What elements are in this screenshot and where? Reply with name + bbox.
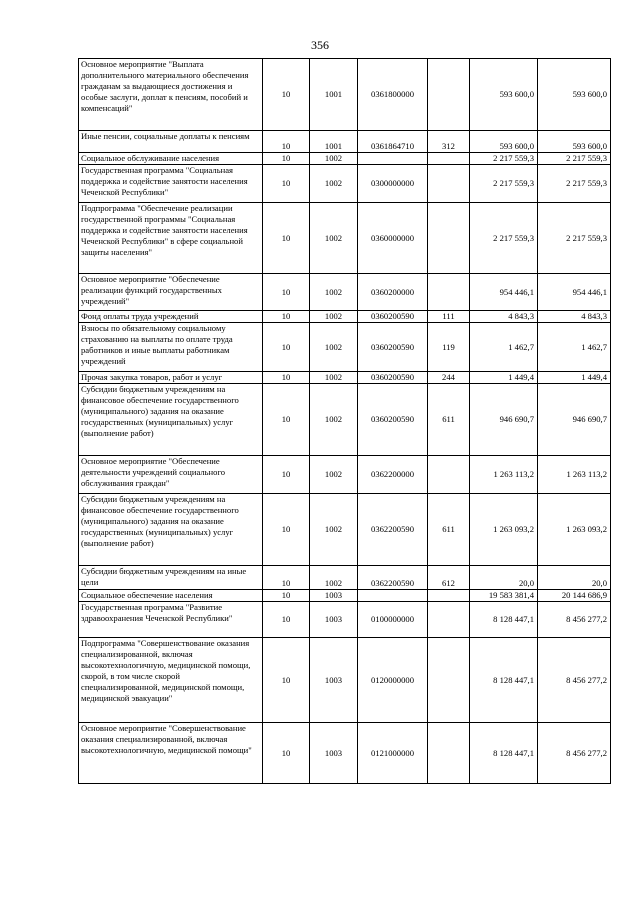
section-code: 10 (263, 203, 310, 274)
expense-type-code (428, 203, 470, 274)
target-article-code (358, 153, 428, 165)
target-article-code: 0360200000 (358, 274, 428, 311)
subsection-code: 1001 (310, 59, 358, 131)
table-row (79, 153, 611, 165)
amount-year-2: 8 456 277,2 (538, 723, 611, 784)
table-row (79, 323, 611, 372)
row-name: Социальное обслуживание населения (79, 153, 263, 165)
section-code: 10 (263, 131, 310, 153)
amount-year-1: 593 600,0 (470, 59, 538, 131)
budget-table (78, 58, 611, 784)
table-row (79, 311, 611, 323)
subsection-code: 1002 (310, 372, 358, 384)
section-code: 10 (263, 566, 310, 590)
target-article-code: 0360200590 (358, 372, 428, 384)
row-name: Основное мероприятие "Выплата дополнительного материального обеспечения гражданам за выдающиеся достижения и особые заслуги, доплат к пенсиям, пособий и компенсаций" (79, 59, 263, 131)
section-code: 10 (263, 456, 310, 494)
expense-type-code (428, 590, 470, 602)
table-row (79, 165, 611, 203)
target-article-code: 0360200590 (358, 323, 428, 372)
section-code: 10 (263, 602, 310, 638)
section-code: 10 (263, 311, 310, 323)
amount-year-1: 8 128 447,1 (470, 638, 538, 723)
subsection-code: 1002 (310, 165, 358, 203)
row-name: Основное мероприятие "Обеспечение деятельности учреждений социального обслуживания граждан" (79, 456, 263, 494)
expense-type-code (428, 165, 470, 203)
amount-year-2: 2 217 559,3 (538, 153, 611, 165)
subsection-code: 1003 (310, 638, 358, 723)
target-article-code: 0362200590 (358, 566, 428, 590)
amount-year-2: 593 600,0 (538, 131, 611, 153)
expense-type-code: 119 (428, 323, 470, 372)
page-number: 356 (311, 38, 329, 52)
table-row (79, 384, 611, 456)
expense-type-code (428, 153, 470, 165)
table-row (79, 59, 611, 131)
table-row (79, 590, 611, 602)
target-article-code: 0120000000 (358, 638, 428, 723)
row-name: Подпрограмма "Обеспечение реализации государственной программы "Социальная поддержка и содействие занятости населения Чеченской Республики" в сфере социальной защиты населения" (79, 203, 263, 274)
expense-type-code (428, 456, 470, 494)
amount-year-2: 593 600,0 (538, 59, 611, 131)
target-article-code: 0300000000 (358, 165, 428, 203)
expense-type-code: 111 (428, 311, 470, 323)
amount-year-1: 593 600,0 (470, 131, 538, 153)
target-article-code: 0360000000 (358, 203, 428, 274)
row-name: Социальное обеспечение населения (79, 590, 263, 602)
amount-year-1: 4 843,3 (470, 311, 538, 323)
section-code: 10 (263, 494, 310, 566)
amount-year-1: 8 128 447,1 (470, 723, 538, 784)
row-name: Государственная программа "Развитие здравоохранения Чеченской Республики" (79, 602, 263, 638)
section-code: 10 (263, 59, 310, 131)
amount-year-1: 946 690,7 (470, 384, 538, 456)
subsection-code: 1003 (310, 602, 358, 638)
row-name: Субсидии бюджетным учреждениям на финансовое обеспечение государственного (муниципального) задания на оказание государственных (муниципальных) услуг (выполнение работ) (79, 384, 263, 456)
subsection-code: 1002 (310, 311, 358, 323)
section-code: 10 (263, 274, 310, 311)
section-code: 10 (263, 372, 310, 384)
amount-year-1: 19 583 381,4 (470, 590, 538, 602)
row-name: Субсидии бюджетным учреждениям на иные цели (79, 566, 263, 590)
amount-year-2: 946 690,7 (538, 384, 611, 456)
row-name: Подпрограмма "Совершенствование оказания специализированной, включая высокотехнологичную, медицинской помощи, скорой, в том числе скорой специализированной, медицинской помощи, медицинской эвакуации" (79, 638, 263, 723)
subsection-code: 1002 (310, 203, 358, 274)
row-name: Основное мероприятие "Совершенствование оказания специализированной, включая высокотехнологичную, медицинской помощи" (79, 723, 263, 784)
target-article-code: 0360200590 (358, 311, 428, 323)
amount-year-2: 8 456 277,2 (538, 638, 611, 723)
row-name: Субсидии бюджетным учреждениям на финансовое обеспечение государственного (муниципального) задания на оказание государственных (муниципальных) услуг (выполнение работ) (79, 494, 263, 566)
table-row (79, 274, 611, 311)
target-article-code (358, 590, 428, 602)
amount-year-2: 8 456 277,2 (538, 602, 611, 638)
expense-type-code (428, 59, 470, 131)
row-name: Прочая закупка товаров, работ и услуг (79, 372, 263, 384)
amount-year-2: 1 449,4 (538, 372, 611, 384)
subsection-code: 1002 (310, 566, 358, 590)
amount-year-2: 2 217 559,3 (538, 203, 611, 274)
subsection-code: 1003 (310, 590, 358, 602)
section-code: 10 (263, 638, 310, 723)
expense-type-code (428, 274, 470, 311)
table-row (79, 131, 611, 153)
subsection-code: 1002 (310, 153, 358, 165)
expense-type-code (428, 602, 470, 638)
amount-year-2: 1 263 093,2 (538, 494, 611, 566)
table-row (79, 203, 611, 274)
table-row (79, 456, 611, 494)
target-article-code: 0361800000 (358, 59, 428, 131)
expense-type-code (428, 638, 470, 723)
amount-year-2: 2 217 559,3 (538, 165, 611, 203)
subsection-code: 1001 (310, 131, 358, 153)
table-row (79, 566, 611, 590)
amount-year-1: 1 263 093,2 (470, 494, 538, 566)
amount-year-2: 4 843,3 (538, 311, 611, 323)
subsection-code: 1003 (310, 723, 358, 784)
table-row (79, 723, 611, 784)
expense-type-code: 244 (428, 372, 470, 384)
amount-year-1: 954 446,1 (470, 274, 538, 311)
amount-year-2: 1 462,7 (538, 323, 611, 372)
table-row (79, 372, 611, 384)
target-article-code: 0100000000 (358, 602, 428, 638)
section-code: 10 (263, 384, 310, 456)
subsection-code: 1002 (310, 384, 358, 456)
section-code: 10 (263, 165, 310, 203)
table-row (79, 638, 611, 723)
row-name: Государственная программа "Социальная поддержка и содействие занятости населения Чеченской Республики" (79, 165, 263, 203)
amount-year-1: 2 217 559,3 (470, 153, 538, 165)
section-code: 10 (263, 723, 310, 784)
amount-year-1: 1 263 113,2 (470, 456, 538, 494)
expense-type-code: 312 (428, 131, 470, 153)
subsection-code: 1002 (310, 274, 358, 311)
expense-type-code (428, 723, 470, 784)
row-name: Фонд оплаты труда учреждений (79, 311, 263, 323)
table-row (79, 494, 611, 566)
section-code: 10 (263, 323, 310, 372)
subsection-code: 1002 (310, 456, 358, 494)
target-article-code: 0360200590 (358, 384, 428, 456)
row-name: Основное мероприятие "Обеспечение реализации функций государственных учреждений" (79, 274, 263, 311)
amount-year-1: 8 128 447,1 (470, 602, 538, 638)
amount-year-1: 2 217 559,3 (470, 165, 538, 203)
table-row (79, 602, 611, 638)
expense-type-code: 612 (428, 566, 470, 590)
subsection-code: 1002 (310, 323, 358, 372)
amount-year-2: 1 263 113,2 (538, 456, 611, 494)
amount-year-1: 20,0 (470, 566, 538, 590)
expense-type-code: 611 (428, 384, 470, 456)
amount-year-1: 2 217 559,3 (470, 203, 538, 274)
amount-year-1: 1 462,7 (470, 323, 538, 372)
amount-year-2: 20,0 (538, 566, 611, 590)
subsection-code: 1002 (310, 494, 358, 566)
expense-type-code: 611 (428, 494, 470, 566)
section-code: 10 (263, 590, 310, 602)
row-name: Взносы по обязательному социальному страхованию на выплаты по оплате труда работников и иные выплаты работникам учреждений (79, 323, 263, 372)
amount-year-2: 20 144 686,9 (538, 590, 611, 602)
amount-year-1: 1 449,4 (470, 372, 538, 384)
target-article-code: 0121000000 (358, 723, 428, 784)
row-name: Иные пенсии, социальные доплаты к пенсиям (79, 131, 263, 153)
section-code: 10 (263, 153, 310, 165)
target-article-code: 0362200000 (358, 456, 428, 494)
target-article-code: 0361864710 (358, 131, 428, 153)
amount-year-2: 954 446,1 (538, 274, 611, 311)
target-article-code: 0362200590 (358, 494, 428, 566)
